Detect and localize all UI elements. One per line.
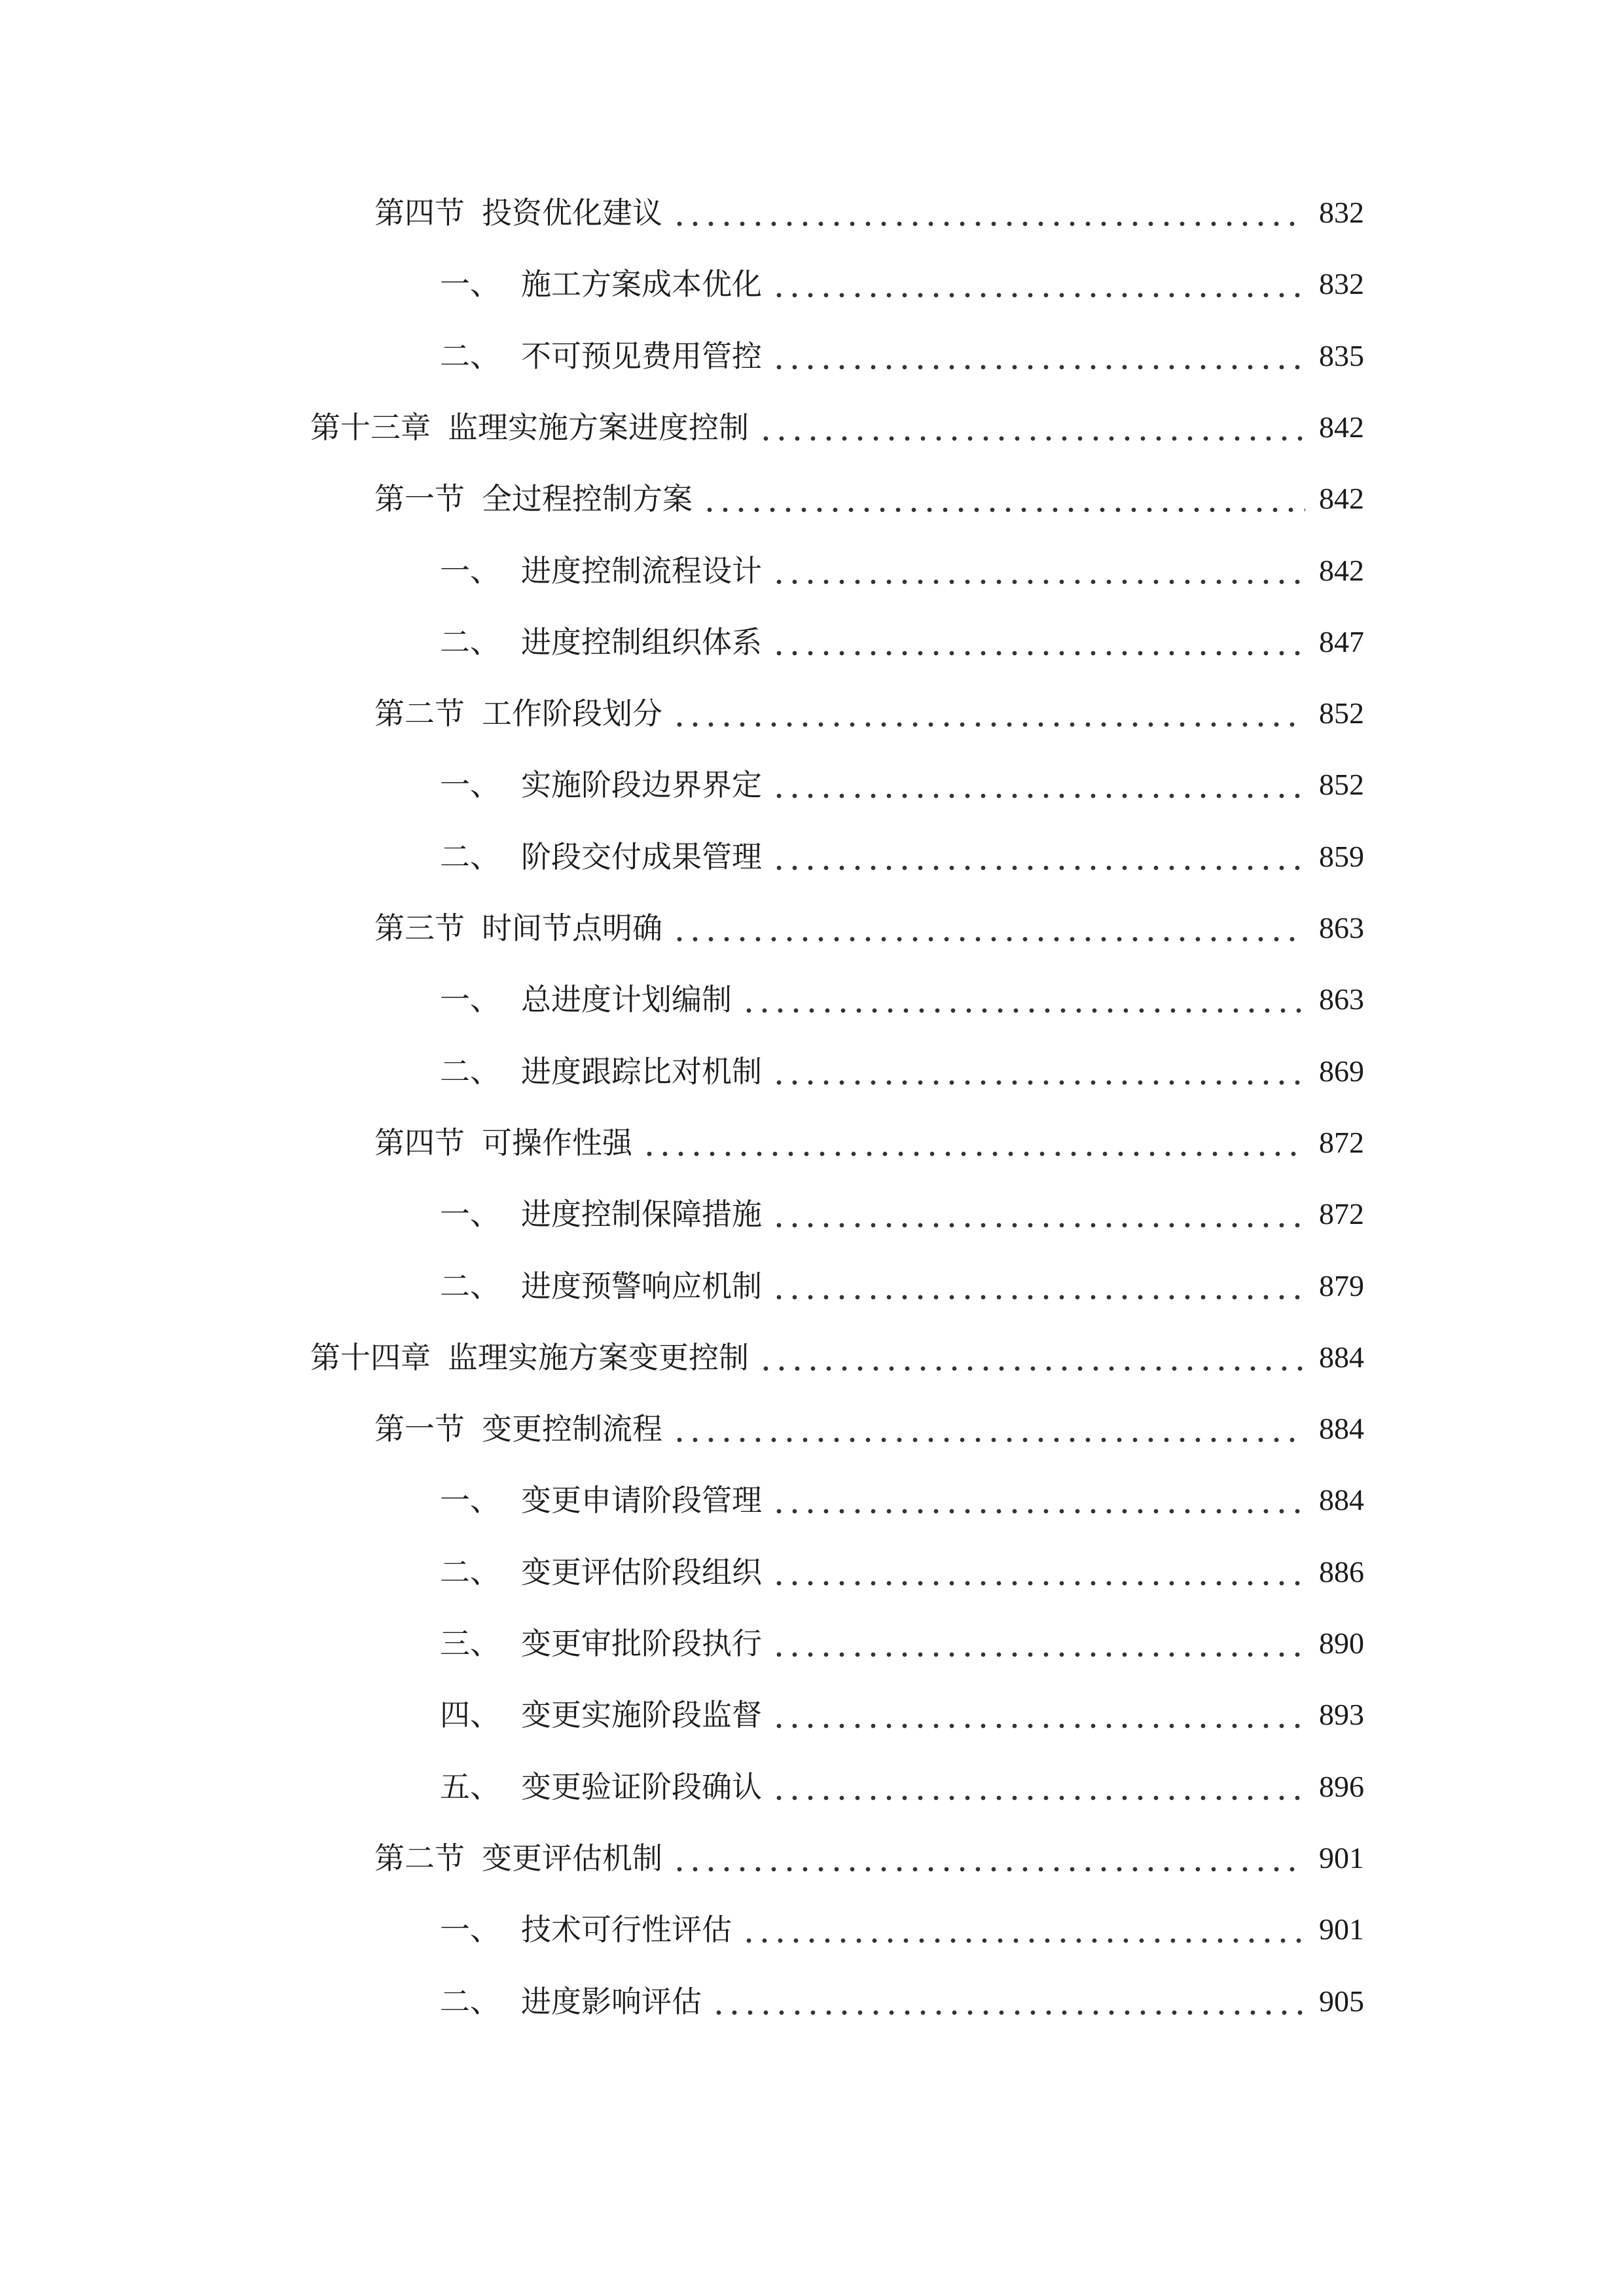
dot-leader	[771, 834, 1305, 880]
toc-entry-prefix: 第十四章	[310, 1339, 431, 1375]
toc-entry-item[interactable]	[440, 1692, 1364, 1738]
dot-leader	[672, 1835, 1305, 1881]
dot-leader	[711, 1979, 1305, 2024]
toc-entry-page-number: 884	[1319, 1340, 1364, 1374]
toc-entry-page-number: 872	[1319, 1197, 1364, 1231]
dot-leader	[758, 1335, 1305, 1380]
toc-entry-title: 进度跟踪比对机制	[521, 1053, 762, 1089]
dot-leader	[672, 1406, 1305, 1452]
toc-entry-page-number: 884	[1319, 1412, 1364, 1446]
toc-entry-prefix: 二、	[440, 1268, 500, 1304]
toc-entry-item[interactable]	[440, 834, 1364, 880]
toc-entry-title: 技术可行性评估	[521, 1912, 732, 1948]
toc-entry-title: 进度影响评估	[521, 1983, 702, 2019]
toc-entry-title: 变更申请阶段管理	[521, 1482, 762, 1518]
toc-entry-page-number: 901	[1319, 1840, 1364, 1874]
toc-entry-prefix: 第三节	[374, 910, 465, 946]
toc-entry-page-number: 832	[1319, 196, 1364, 229]
toc-entry-section[interactable]	[374, 905, 1364, 951]
toc-entry-prefix: 一、	[440, 1196, 500, 1232]
toc-entry-title: 进度控制保障措施	[521, 1196, 762, 1232]
toc-entry-page-number: 842	[1319, 482, 1364, 516]
dot-leader	[771, 619, 1305, 665]
toc-entry-item[interactable]	[440, 1907, 1364, 1952]
toc-entry-prefix: 一、	[440, 1912, 500, 1948]
dot-leader	[758, 404, 1305, 450]
dot-leader	[641, 1120, 1305, 1166]
dot-leader	[771, 261, 1305, 307]
dot-leader	[771, 762, 1305, 808]
toc-entry-item[interactable]	[440, 1191, 1364, 1237]
toc-entry-page-number: 879	[1319, 1268, 1364, 1302]
dot-leader	[771, 1477, 1305, 1523]
toc-entry-section[interactable]	[374, 1835, 1364, 1881]
toc-entry-prefix: 二、	[440, 624, 500, 660]
toc-entry-prefix: 二、	[440, 838, 500, 874]
dot-leader	[702, 476, 1305, 522]
toc-entry-prefix: 第一节	[374, 1411, 465, 1447]
toc-entry-prefix: 二、	[440, 1983, 500, 2019]
toc-entry-page-number: 869	[1319, 1054, 1364, 1088]
toc-entry-title: 可操作性强	[482, 1124, 632, 1160]
toc-entry-page-number: 893	[1319, 1698, 1364, 1732]
dot-leader	[741, 1907, 1305, 1952]
toc-entry-title: 阶段交付成果管理	[521, 838, 762, 874]
toc-entry-item[interactable]	[440, 548, 1364, 594]
dot-leader	[771, 1049, 1305, 1094]
toc-entry-item[interactable]	[440, 1549, 1364, 1595]
dot-leader	[771, 1692, 1305, 1738]
toc-entry-chapter[interactable]	[310, 1335, 1364, 1380]
toc-entry-prefix: 二、	[440, 1554, 500, 1590]
toc-entry-page-number: 863	[1319, 911, 1364, 944]
toc-entry-page-number: 884	[1319, 1483, 1364, 1517]
toc-entry-section[interactable]	[374, 190, 1364, 236]
toc-entry-title: 不可预见费用管控	[521, 338, 762, 374]
toc-entry-item[interactable]	[440, 1477, 1364, 1523]
toc-entry-prefix: 第二节	[374, 696, 465, 732]
toc-entry-page-number: 852	[1319, 768, 1364, 802]
toc-entry-page-number: 890	[1319, 1626, 1364, 1660]
toc-entry-item[interactable]	[440, 1263, 1364, 1309]
toc-entry-prefix: 一、	[440, 552, 500, 588]
toc-entry-section[interactable]	[374, 691, 1364, 736]
toc-entry-title: 实施阶段边界界定	[521, 767, 762, 803]
toc-entry-title: 投资优化建议	[482, 195, 662, 230]
dot-leader	[771, 1549, 1305, 1595]
toc-entry-prefix: 一、	[440, 982, 500, 1018]
dot-leader	[672, 190, 1305, 236]
dot-leader	[771, 1621, 1305, 1666]
toc-entry-prefix: 第二节	[374, 1840, 465, 1876]
toc-entry-prefix: 五、	[440, 1768, 500, 1804]
toc-entry-title: 时间节点明确	[482, 910, 662, 946]
toc-entry-prefix: 一、	[440, 767, 500, 803]
toc-entry-page-number: 842	[1319, 553, 1364, 587]
toc-entry-prefix: 三、	[440, 1626, 500, 1661]
toc-entry-section[interactable]	[374, 1406, 1364, 1452]
toc-entry-chapter[interactable]	[310, 404, 1364, 450]
toc-entry-title: 变更实施阶段监督	[521, 1697, 762, 1733]
toc-entry-prefix: 第四节	[374, 195, 465, 230]
toc-entry-title: 监理实施方案变更控制	[448, 1339, 749, 1375]
toc-entry-prefix: 二、	[440, 1053, 500, 1089]
toc-entry-page-number: 872	[1319, 1125, 1364, 1159]
toc-entry-prefix: 第一节	[374, 481, 465, 517]
toc-entry-prefix: 第十三章	[310, 409, 431, 445]
dot-leader	[771, 1191, 1305, 1237]
toc-entry-page-number: 835	[1319, 338, 1364, 372]
toc-entry-page-number: 886	[1319, 1554, 1364, 1588]
toc-entry-section[interactable]	[374, 1120, 1364, 1166]
dot-leader	[741, 977, 1305, 1022]
toc-entry-title: 总进度计划编制	[521, 982, 732, 1018]
toc-entry-item[interactable]	[440, 1764, 1364, 1810]
toc-entry-title: 变更评估阶段组织	[521, 1554, 762, 1590]
toc-entry-title: 施工方案成本优化	[521, 266, 762, 302]
toc-entry-item[interactable]	[440, 977, 1364, 1022]
toc-entry-page-number: 852	[1319, 696, 1364, 730]
toc-entry-prefix: 一、	[440, 266, 500, 302]
toc-entry-item[interactable]	[440, 1621, 1364, 1666]
toc-entry-item[interactable]	[440, 619, 1364, 665]
dot-leader	[672, 905, 1305, 951]
dot-leader	[771, 1764, 1305, 1810]
toc-entry-prefix: 第四节	[374, 1124, 465, 1160]
toc-entry-item[interactable]	[440, 261, 1364, 307]
toc-entry-title: 监理实施方案进度控制	[448, 409, 749, 445]
toc-entry-page-number: 859	[1319, 839, 1364, 873]
toc-entry-page-number: 832	[1319, 267, 1364, 301]
toc-entry-title: 变更控制流程	[482, 1411, 662, 1447]
toc-entry-title: 进度预警响应机制	[521, 1268, 762, 1304]
toc-entry-title: 变更审批阶段执行	[521, 1626, 762, 1661]
toc-entry-page-number: 896	[1319, 1769, 1364, 1803]
toc-entry-page-number: 863	[1319, 982, 1364, 1016]
toc-entry-title: 全过程控制方案	[482, 481, 693, 517]
dot-leader	[771, 333, 1305, 379]
toc-entry-page-number: 847	[1319, 624, 1364, 658]
dot-leader	[771, 548, 1305, 594]
toc-entry-item[interactable]	[440, 1979, 1364, 2024]
toc-entry-item[interactable]	[440, 1049, 1364, 1094]
dot-leader	[771, 1263, 1305, 1309]
toc-entry-prefix: 四、	[440, 1697, 500, 1733]
toc-entry-title: 工作阶段划分	[482, 696, 662, 732]
toc-entry-prefix: 二、	[440, 338, 500, 374]
toc-entry-page-number: 901	[1319, 1912, 1364, 1946]
toc-entry-section[interactable]	[374, 476, 1364, 522]
toc-entry-prefix: 一、	[440, 1482, 500, 1518]
toc-entry-title: 进度控制组织体系	[521, 624, 762, 660]
toc-entry-title: 进度控制流程设计	[521, 552, 762, 588]
toc-entry-page-number: 842	[1319, 410, 1364, 444]
toc-entry-item[interactable]	[440, 333, 1364, 379]
dot-leader	[672, 691, 1305, 736]
toc-entry-item[interactable]	[440, 762, 1364, 808]
toc-entry-title: 变更验证阶段确认	[521, 1768, 762, 1804]
toc-entry-title: 变更评估机制	[482, 1840, 662, 1876]
toc-entry-page-number: 905	[1319, 1984, 1364, 2018]
